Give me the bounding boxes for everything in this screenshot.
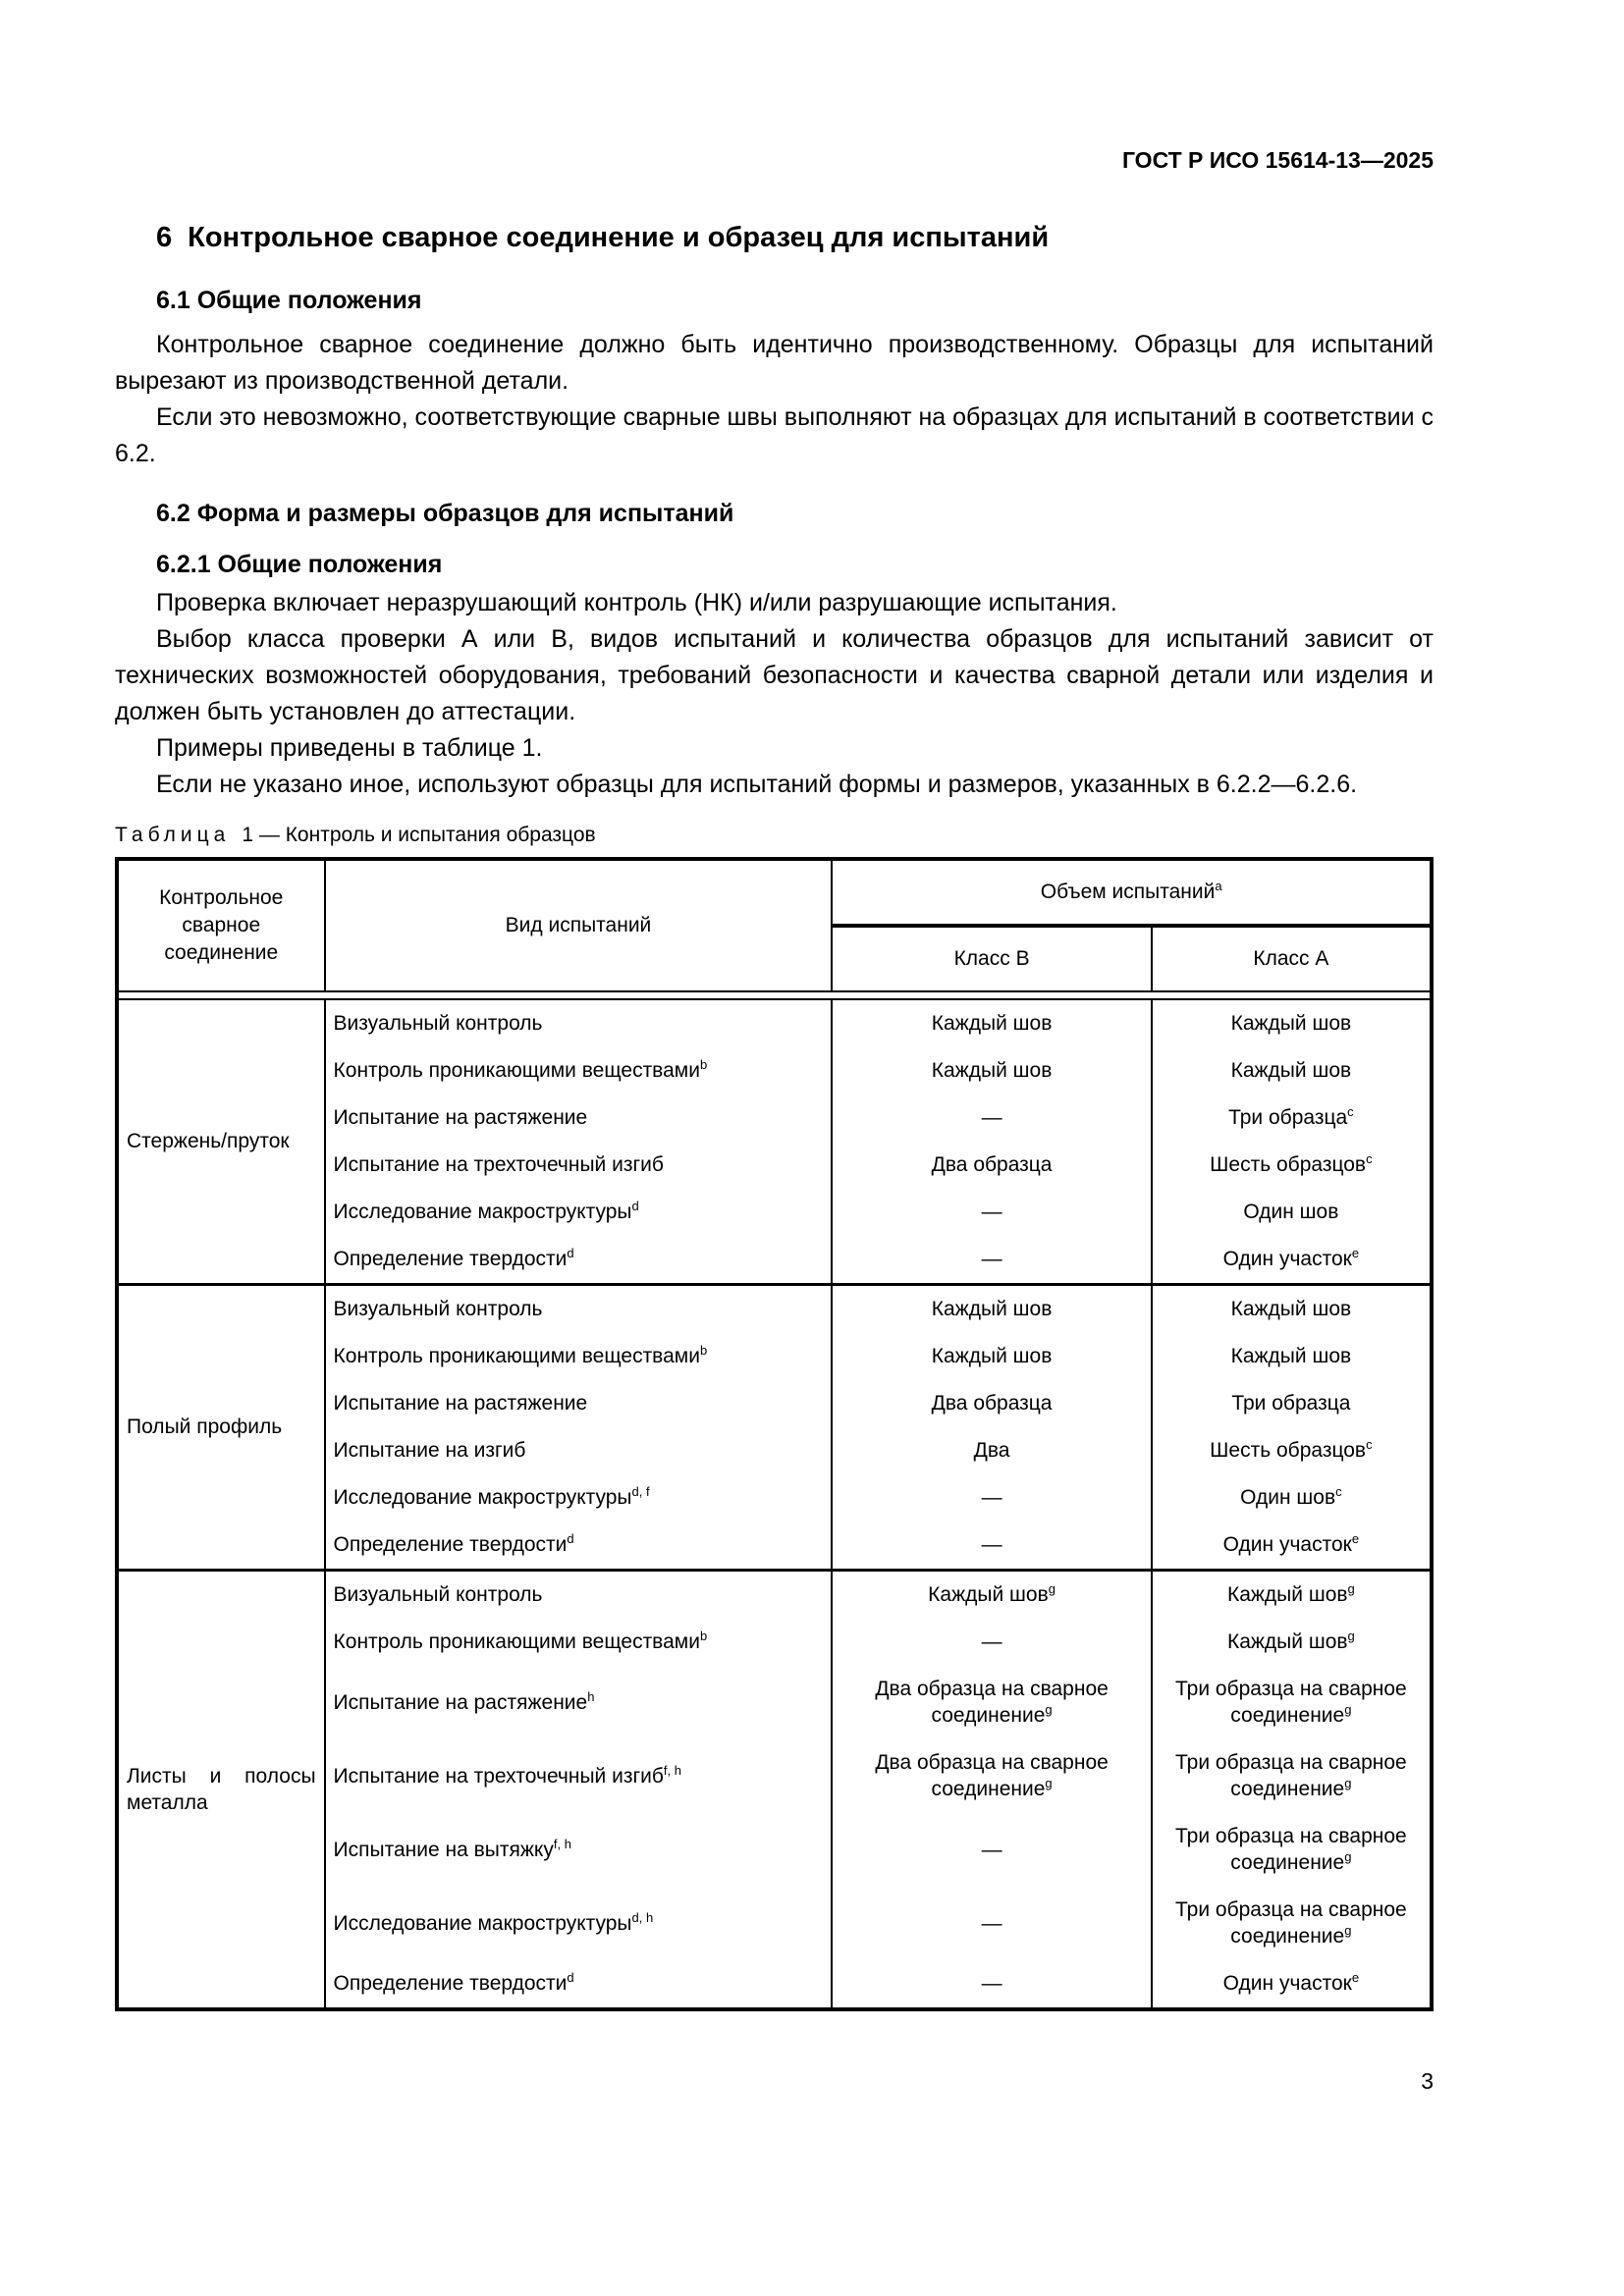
test-cell: Испытание на растяжение$^h$ bbox=[325, 1666, 833, 1739]
class-a-cell: Три образца на сварное соединение$^g$ bbox=[1152, 1887, 1432, 1960]
section-6-text: Контрольное сварное соединение и образец для испытаний bbox=[188, 222, 1050, 253]
class-b-cell: — bbox=[832, 1813, 1151, 1887]
standard-code: ГОСТ Р ИСО 15614-13—2025 bbox=[1121, 147, 1434, 173]
test-cell: Визуальный контроль bbox=[325, 1285, 833, 1334]
class-a-cell: Каждый шов$^g$ bbox=[1152, 1571, 1432, 1620]
class-a-cell: Каждый шов bbox=[1152, 1047, 1432, 1095]
test-cell: Испытание на растяжение bbox=[325, 1380, 833, 1427]
table-body bbox=[117, 991, 1432, 2009]
header-cell-joint: Контрольное сварное соединение bbox=[117, 859, 325, 991]
class-a-cell: Три образца на сварное соединение$^g$ bbox=[1152, 1739, 1432, 1813]
table-head bbox=[117, 859, 1432, 991]
class-a-cell: Три образца$^c$ bbox=[1152, 1095, 1432, 1142]
section-6-number: 6 bbox=[156, 222, 173, 253]
test-cell: Исследование макроструктуры$^{d, f}$ bbox=[325, 1474, 833, 1522]
test-cell: Испытание на изгиб bbox=[325, 1427, 833, 1474]
test-cell: Испытание на вытяжку$^{f, h}$ bbox=[325, 1813, 833, 1887]
class-b-cell: Каждый шов bbox=[832, 1333, 1151, 1380]
class-a-cell: Один участок$^e$ bbox=[1152, 1522, 1432, 1571]
table-caption-word: Таблица bbox=[115, 824, 231, 846]
table-row bbox=[117, 1571, 1432, 1620]
table-row bbox=[117, 999, 1432, 1047]
class-a-cell: Каждый шов$^g$ bbox=[1152, 1619, 1432, 1666]
table-header-row-1 bbox=[117, 859, 1432, 926]
class-a-cell: Один шов$^c$ bbox=[1152, 1474, 1432, 1522]
joint-cell: Листы и полосы металла bbox=[117, 1571, 325, 2010]
test-cell: Испытание на трехточечный изгиб bbox=[325, 1142, 833, 1189]
test-cell: Испытание на растяжение bbox=[325, 1095, 833, 1142]
class-a-cell: Каждый шов bbox=[1152, 999, 1432, 1047]
class-a-cell: Три образца bbox=[1152, 1380, 1432, 1427]
class-b-cell: Каждый шов$^g$ bbox=[832, 1571, 1151, 1620]
paragraph-6-2-1-4: Если не указано иное, используют образцы для испытаний формы и размеров, указанных в 6.2.2—6.2.6. bbox=[156, 771, 1358, 798]
class-a-cell: Три образца на сварное соединение$^g$ bbox=[1152, 1813, 1432, 1887]
class-b-cell: Два образца bbox=[832, 1380, 1151, 1427]
class-a-cell: Один участок$^e$ bbox=[1152, 1236, 1432, 1285]
class-b-cell: Каждый шов bbox=[832, 1047, 1151, 1095]
class-b-cell: Каждый шов bbox=[832, 999, 1151, 1047]
paragraph-6-2-1-3: Примеры приведены в таблице 1. bbox=[156, 734, 543, 762]
class-b-cell: — bbox=[832, 1522, 1151, 1571]
header-scope-text: Объем испытаний bbox=[1040, 881, 1216, 903]
paragraph-6-2-1-2: Выбор класса проверки А или В, видов испытаний и количества образцов для испытаний зависит от технических возможностей оборудования, требований безопасности и качества сварной детали или изделия и должен быть установлен до аттестации. bbox=[115, 625, 1434, 725]
test-cell: Исследование макроструктуры$^{d, h}$ bbox=[325, 1887, 833, 1960]
paragraph-6-1-1: Контрольное сварное соединение должно быть идентично производственному. Образцы для испытаний вырезают из производственной детали. bbox=[115, 331, 1434, 395]
class-a-cell: Каждый шов bbox=[1152, 1333, 1432, 1380]
test-cell: Контроль проникающими веществами$^b$ bbox=[325, 1333, 833, 1380]
class-a-cell: Один участок$^e$ bbox=[1152, 1960, 1432, 2009]
test-cell: Определение твердости$^d$ bbox=[325, 1236, 833, 1285]
class-a-cell: Шесть образцов$^c$ bbox=[1152, 1427, 1432, 1474]
header-cell-class-a: Класс А bbox=[1152, 926, 1432, 991]
page-number: 3 bbox=[1421, 2068, 1434, 2094]
class-b-cell: — bbox=[832, 1236, 1151, 1285]
table-row bbox=[117, 1285, 1432, 1334]
test-cell: Визуальный контроль bbox=[325, 999, 833, 1047]
class-b-cell: — bbox=[832, 1189, 1151, 1236]
class-a-cell: Один шов bbox=[1152, 1189, 1432, 1236]
class-b-cell: Два образца на сварное соединение$^g$ bbox=[832, 1739, 1151, 1813]
joint-cell: Полый профиль bbox=[117, 1285, 325, 1571]
inspection-table bbox=[115, 857, 1434, 2011]
test-cell: Контроль проникающими веществами$^b$ bbox=[325, 1047, 833, 1095]
test-cell: Определение твердости$^d$ bbox=[325, 1960, 833, 2009]
section-6-2-1-title: 6.2.1 Общие положения bbox=[156, 551, 443, 578]
test-cell: Исследование макроструктуры$^d$ bbox=[325, 1189, 833, 1236]
header-separator bbox=[117, 991, 1432, 999]
class-b-cell: — bbox=[832, 1474, 1151, 1522]
test-cell: Контроль проникающими веществами$^b$ bbox=[325, 1619, 833, 1666]
class-a-cell: Каждый шов bbox=[1152, 1285, 1432, 1334]
class-b-cell: — bbox=[832, 1960, 1151, 2009]
class-b-cell: — bbox=[832, 1887, 1151, 1960]
table-caption-text: 1 — Контроль и испытания образцов bbox=[242, 824, 596, 846]
test-cell: Испытание на трехточечный изгиб$^{f, h}$ bbox=[325, 1739, 833, 1813]
class-b-cell: Два образца на сварное соединение$^g$ bbox=[832, 1666, 1151, 1739]
test-cell: Определение твердости$^d$ bbox=[325, 1522, 833, 1571]
class-a-cell: Шесть образцов$^c$ bbox=[1152, 1142, 1432, 1189]
section-6-2-title: 6.2 Форма и размеры образцов для испытаний bbox=[156, 500, 734, 527]
table-caption bbox=[115, 823, 1434, 848]
joint-cell: Стержень/пруток bbox=[117, 999, 325, 1285]
header-scope-footnote: a bbox=[1215, 879, 1222, 893]
class-b-cell: Два bbox=[832, 1427, 1151, 1474]
section-6-title bbox=[115, 220, 1434, 255]
paragraph-6-2-1-1: Проверка включает неразрушающий контроль (НК) и/или разрушающие испытания. bbox=[156, 589, 1117, 616]
header-cell-scope bbox=[832, 859, 1432, 926]
class-b-cell: — bbox=[832, 1619, 1151, 1666]
header-cell-class-b: Класс В bbox=[832, 926, 1151, 991]
class-b-cell: — bbox=[832, 1095, 1151, 1142]
test-cell: Визуальный контроль bbox=[325, 1571, 833, 1620]
class-b-cell: Каждый шов bbox=[832, 1285, 1151, 1334]
paragraph-6-1-2: Если это невозможно, соответствующие сварные швы выполняют на образцах для испытаний в соответствии с 6.2. bbox=[115, 403, 1434, 467]
header-cell-test-type: Вид испытаний bbox=[325, 859, 833, 991]
class-a-cell: Три образца на сварное соединение$^g$ bbox=[1152, 1666, 1432, 1739]
class-b-cell: Два образца bbox=[832, 1142, 1151, 1189]
section-6-1-title: 6.1 Общие положения bbox=[156, 287, 422, 314]
